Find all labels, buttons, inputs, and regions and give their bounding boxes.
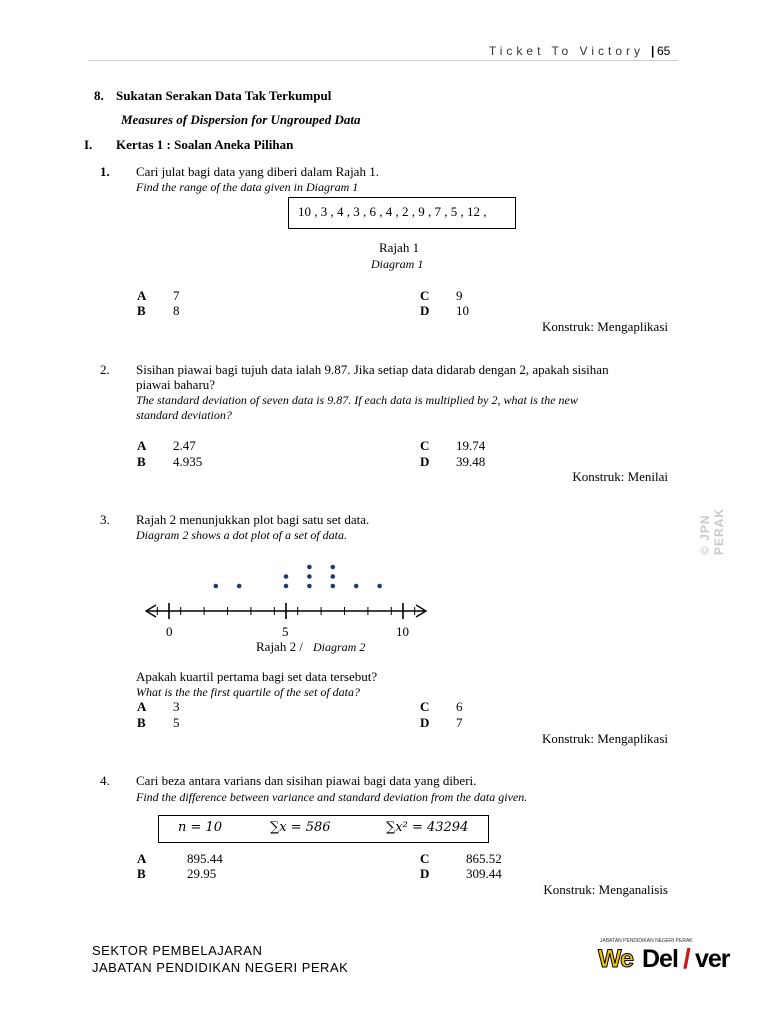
q2-text-ms-2: piawai baharu? — [136, 377, 216, 392]
logo-caption: JABATAN PENDIDIKAN NEGERI PERAK — [600, 938, 693, 944]
q4-construct: Konstruk: Menganalisis — [543, 882, 668, 897]
header-separator: | — [651, 44, 655, 58]
q4-option-b: 29.95 — [187, 866, 217, 881]
section-title-en: Measures of Dispersion for Ungrouped Data — [121, 112, 361, 127]
q1-text-en: Find the range of the data given in Diagram 1 — [136, 180, 359, 194]
q3-caption-en: Diagram 2 — [313, 640, 366, 654]
q3-number: 3. — [100, 512, 110, 527]
header-title: Ticket To Victory — [488, 44, 644, 58]
q3-text-en: Diagram 2 shows a dot plot of a set of data. — [136, 528, 348, 542]
data-dot — [237, 584, 242, 589]
data-dot — [377, 584, 382, 589]
data-dot — [307, 584, 312, 589]
part-number: I. — [84, 137, 93, 152]
q2-number: 2. — [100, 362, 110, 377]
header-rule — [88, 60, 678, 61]
logo-we: We — [598, 945, 634, 973]
q1-option-a: 7 — [173, 288, 180, 303]
q3-question-en: What is the the first quartile of the set of data? — [136, 685, 360, 699]
section-number: 8. — [94, 88, 104, 103]
data-dot — [331, 574, 336, 579]
q1-caption-en: Diagram 1 — [371, 257, 424, 271]
q4-formula-sum-x: ∑x = 586 — [270, 820, 331, 835]
data-dot — [284, 584, 289, 589]
q2-option-c: 19.74 — [456, 438, 486, 453]
q1-option-d: 10 — [456, 303, 469, 318]
we-deliver-logo — [598, 938, 738, 978]
q4-number: 4. — [100, 773, 110, 788]
q2-text-en-1: The standard deviation of seven data is 9.87. If each data is multiplied by 2, what is the new — [136, 393, 578, 407]
data-dot — [331, 565, 336, 570]
footer-line-1: SEKTOR PEMBELAJARAN — [92, 943, 263, 958]
logo-del: Del — [642, 945, 678, 973]
q4-option-c: 865.52 — [466, 851, 502, 866]
data-dot — [214, 584, 219, 589]
q1-option-c: 9 — [456, 288, 463, 303]
q1-construct: Konstruk: Mengaplikasi — [541, 319, 668, 334]
q3-caption-ms: Rajah 2 / — [256, 639, 303, 654]
data-dot — [284, 574, 289, 579]
data-dot — [331, 584, 336, 589]
q4-option-d: 309.44 — [466, 866, 502, 881]
data-dot — [354, 584, 359, 589]
q3-option-a: 3 — [173, 699, 180, 714]
q3-construct: Konstruk: Mengaplikasi — [541, 731, 668, 746]
dot-plot-chart — [140, 555, 440, 630]
q2-text-en-2: standard deviation? — [136, 408, 232, 422]
footer-line-2: JABATAN PENDIDIKAN NEGERI PERAK — [92, 960, 349, 975]
axis-label-5: 5 — [282, 624, 289, 639]
q4-formula-n: n = 10 — [178, 820, 223, 835]
q3-option-c: 6 — [456, 699, 463, 714]
logo-slash-icon: / — [683, 943, 690, 974]
logo-ver: ver — [695, 945, 730, 973]
q3-question-ms: Apakah kuartil pertama bagi set data tersebut? — [136, 669, 378, 684]
part-title: Kertas 1 : Soalan Aneka Pilihan — [116, 137, 294, 152]
data-dot — [307, 565, 312, 570]
axis-label-0: 0 — [166, 624, 173, 639]
watermark-text: © JPN PERAK — [698, 507, 726, 555]
q2-option-d: 39.48 — [456, 454, 486, 469]
q4-formula-sum-x2: ∑x² = 43294 — [386, 820, 469, 835]
q2-option-b: 4.935 — [173, 454, 203, 469]
q3-text-ms: Rajah 2 menunjukkan plot bagi satu set data. — [136, 512, 370, 527]
page-number: 65 — [657, 44, 671, 58]
data-dot — [307, 574, 312, 579]
q1-data: 10 , 3 , 4 , 3 , 6 , 4 , 2 , 9 , 7 , 5 , 12 , — [298, 204, 487, 219]
q4-text-ms: Cari beza antara varians dan sisihan piawai bagi data yang diberi. — [136, 773, 477, 788]
q3-option-d: 7 — [456, 715, 463, 730]
section-title-ms: Sukatan Serakan Data Tak Terkumpul — [116, 88, 332, 103]
q1-option-b: 8 — [173, 303, 180, 318]
q4-option-a: 895.44 — [187, 851, 223, 866]
q2-construct: Konstruk: Menilai — [572, 469, 668, 484]
q3-option-b: 5 — [173, 715, 180, 730]
q4-text-en: Find the difference between variance and standard deviation from the data given. — [136, 790, 528, 804]
q1-number: 1. — [100, 164, 110, 179]
q1-text-ms: Cari julat bagi data yang diberi dalam Rajah 1. — [136, 164, 379, 179]
q2-text-ms-1: Sisihan piawai bagi tujuh data ialah 9.87. Jika setiap data didarab dengan 2, apakah sisihan — [136, 362, 609, 377]
q2-option-a: 2.47 — [173, 438, 196, 453]
axis-label-10: 10 — [396, 624, 409, 639]
q1-caption-ms: Rajah 1 — [379, 240, 420, 255]
